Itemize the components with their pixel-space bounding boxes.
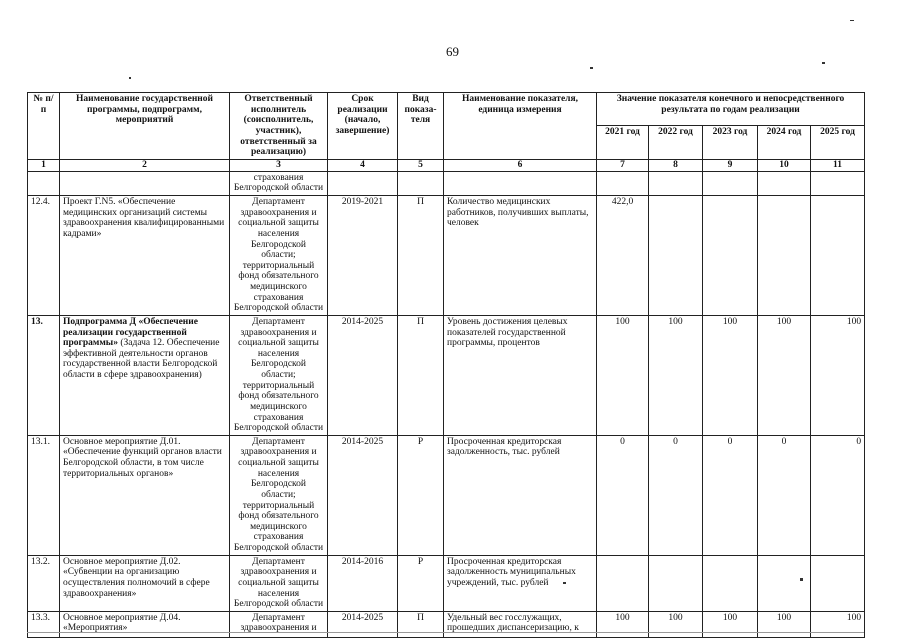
row-value: 0 <box>811 435 865 555</box>
header-program-name: Наименование государственной программы, подпрограмм, мероприятий <box>60 93 230 160</box>
indicators-table <box>27 92 865 638</box>
row-value <box>649 196 703 316</box>
row-type: П <box>398 196 444 316</box>
row-type: П <box>398 611 444 637</box>
table-row <box>28 435 865 555</box>
column-number: 1 <box>28 159 60 171</box>
row-value <box>811 196 865 316</box>
row-executor: страхования Белгородской области <box>230 171 328 195</box>
row-value <box>758 555 811 611</box>
header-year: 2022 год <box>649 126 703 160</box>
row-number: 13.1. <box>28 435 60 555</box>
row-value: 100 <box>703 611 758 637</box>
row-executor: Департамент здравоохранения и социальной защиты населения Белгородской области; территориальный фонд обязательного медицинского страхования Белгородской области <box>230 196 328 316</box>
column-number: 4 <box>328 159 398 171</box>
row-term: 2014-2025 <box>328 315 398 435</box>
row-value: 100 <box>758 315 811 435</box>
header-year: 2023 год <box>703 126 758 160</box>
row-term: 2014-2025 <box>328 435 398 555</box>
row-indicator: Уровень достижения целевых показателей государственной программы, процентов <box>444 315 597 435</box>
scan-speck <box>590 67 593 69</box>
row-executor: Департамент здравоохранения и социальной защиты населения Белгородской области <box>230 555 328 611</box>
row-value <box>597 555 649 611</box>
column-number: 3 <box>230 159 328 171</box>
row-name-extra: (Задача 12. Обеспечение эффективной деятельности органов государственной власти Белгородской области в сфере здравоохранения) <box>63 338 220 380</box>
scan-speck <box>850 20 854 21</box>
header-year: 2025 год <box>811 126 865 160</box>
row-name <box>60 315 230 435</box>
header-indicator-name: Наименование показателя, единица измерения <box>444 93 597 160</box>
row-value: 100 <box>597 611 649 637</box>
header-row <box>28 93 865 126</box>
row-type: П <box>398 315 444 435</box>
row-term: 2014-2016 <box>328 555 398 611</box>
row-name: Проект Г.N5. «Обеспечение медицинских организаций системы здравоохранения квалифицированными кадрами» <box>60 196 230 316</box>
row-value: 100 <box>811 611 865 637</box>
row-number: 13.2. <box>28 555 60 611</box>
row-value: 0 <box>758 435 811 555</box>
row-value <box>703 555 758 611</box>
table-row <box>28 196 865 316</box>
row-executor: Департамент здравоохранения и <box>230 611 328 637</box>
row-indicator: Просроченная кредиторская задолженность, тыс. рублей <box>444 435 597 555</box>
row-number: 12.4. <box>28 196 60 316</box>
row-value <box>703 171 758 195</box>
scan-speck <box>563 582 566 584</box>
header-number: № п/п <box>28 93 60 160</box>
row-name-bold: Подпрограмма Д «Обеспечение реализации государственной программы» <box>63 316 198 349</box>
column-number-row <box>28 159 865 171</box>
page-number: 69 <box>446 44 459 59</box>
row-value <box>811 555 865 611</box>
table-row <box>28 555 865 611</box>
scan-speck <box>822 62 825 64</box>
row-type <box>398 171 444 195</box>
row-name: Основное мероприятие Д.04. «Мероприятия» <box>60 611 230 637</box>
row-executor: Департамент здравоохранения и социальной защиты населения Белгородской области; территориальный фонд обязательного медицинского страхования Белгородской области <box>230 435 328 555</box>
row-value <box>758 171 811 195</box>
row-value <box>758 196 811 316</box>
row-indicator <box>444 171 597 195</box>
row-value <box>703 196 758 316</box>
row-value <box>649 171 703 195</box>
column-number: 11 <box>811 159 865 171</box>
row-indicator: Удельный вес госслужащих, прошедших диспансеризацию, к <box>444 611 597 637</box>
row-value: 100 <box>597 315 649 435</box>
column-number: 10 <box>758 159 811 171</box>
row-value: 100 <box>649 315 703 435</box>
scan-speck <box>129 77 131 79</box>
column-number: 7 <box>597 159 649 171</box>
row-term: 2014-2025 <box>328 611 398 637</box>
row-executor: Департамент здравоохранения и социальной защиты населения Белгородской области; территориальный фонд обязательного медицинского страхования Белгородской области <box>230 315 328 435</box>
row-value: 0 <box>597 435 649 555</box>
row-value: 100 <box>811 315 865 435</box>
header-values-group: Значение показателя конечного и непосредственного результата по годам реализации <box>597 93 865 126</box>
scan-speck <box>800 578 803 581</box>
header-year: 2021 год <box>597 126 649 160</box>
header-year: 2024 год <box>758 126 811 160</box>
row-value: 100 <box>758 611 811 637</box>
row-value: 0 <box>703 435 758 555</box>
header-indicator-type: Вид показа-теля <box>398 93 444 160</box>
row-value <box>811 171 865 195</box>
row-value: 100 <box>649 611 703 637</box>
row-type: Р <box>398 435 444 555</box>
row-value: 422,0 <box>597 196 649 316</box>
page-bottom-edge <box>27 632 864 633</box>
row-number: 13. <box>28 315 60 435</box>
row-value: 100 <box>703 315 758 435</box>
row-type: Р <box>398 555 444 611</box>
column-number: 9 <box>703 159 758 171</box>
column-number: 5 <box>398 159 444 171</box>
table-row <box>28 611 865 637</box>
row-name <box>60 171 230 195</box>
row-indicator: Количество медицинских работников, получивших выплаты, человек <box>444 196 597 316</box>
row-value <box>649 555 703 611</box>
column-number: 2 <box>60 159 230 171</box>
column-number: 8 <box>649 159 703 171</box>
header-executor: Ответственный исполнитель (соисполнитель, участник), ответственный за реализацию) <box>230 93 328 160</box>
row-term: 2019-2021 <box>328 196 398 316</box>
header-term: Срок реализации (начало, завершение) <box>328 93 398 160</box>
row-term <box>328 171 398 195</box>
row-number <box>28 171 60 195</box>
row-name: Основное мероприятие Д.02. «Субвенции на организацию осуществления полномочий в сфере здравоохранения» <box>60 555 230 611</box>
row-value <box>597 171 649 195</box>
row-name: Основное мероприятие Д.01. «Обеспечение функций органов власти Белгородской области, в том числе территориальных органов» <box>60 435 230 555</box>
table-row <box>28 171 865 195</box>
column-number: 6 <box>444 159 597 171</box>
row-value: 0 <box>649 435 703 555</box>
row-indicator: Просроченная кредиторская задолженность муниципальных учреждений, тыс. рублей <box>444 555 597 611</box>
table-row <box>28 315 865 435</box>
row-number: 13.3. <box>28 611 60 637</box>
